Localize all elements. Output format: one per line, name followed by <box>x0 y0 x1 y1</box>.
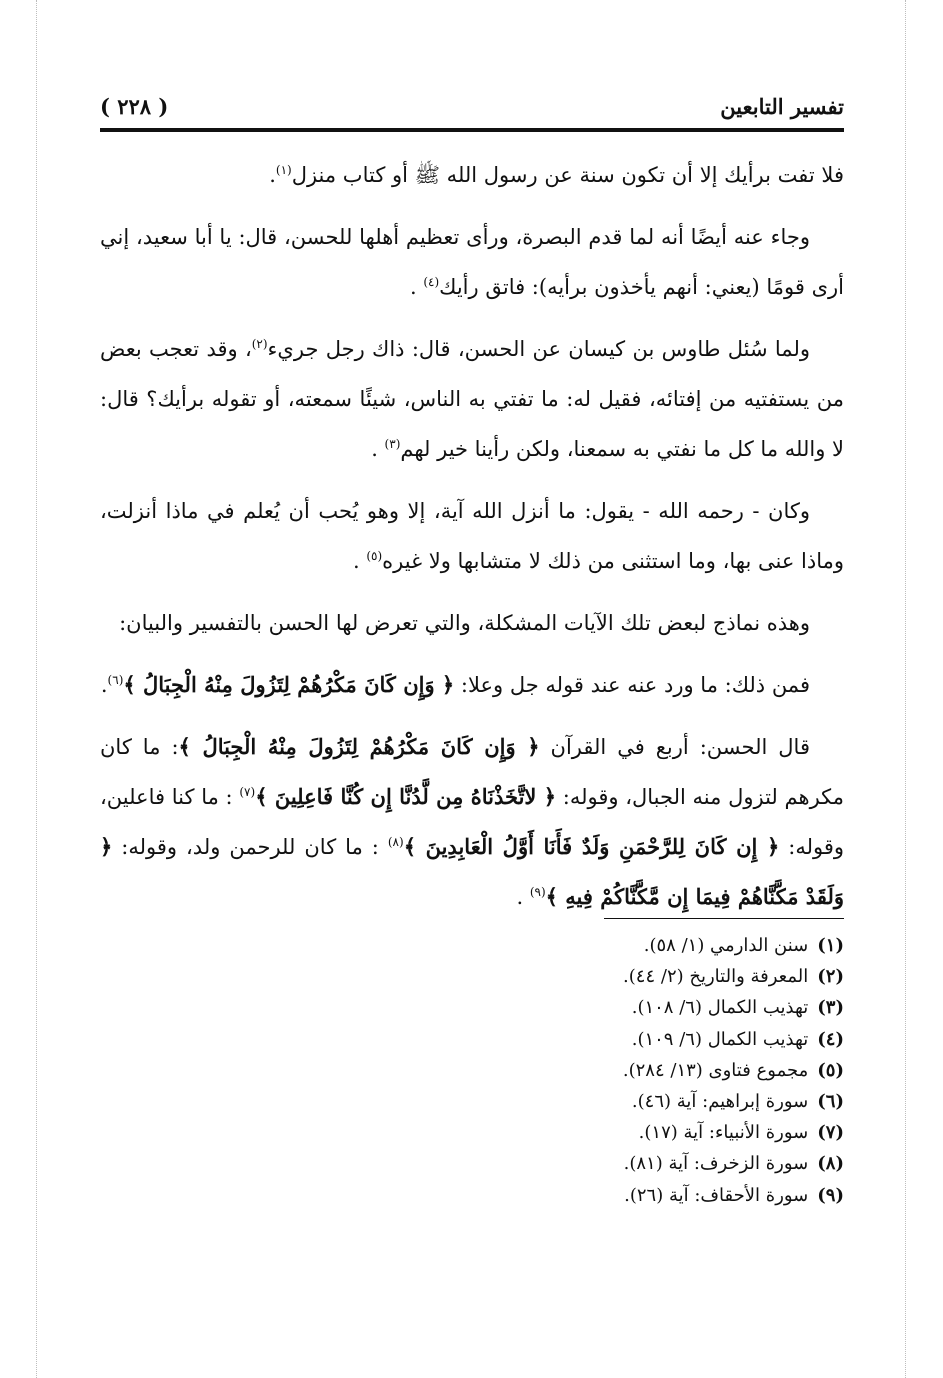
text-run: . <box>371 437 385 461</box>
paragraph <box>100 486 844 586</box>
text-run: : ما كان مكرهم لتزول منه الجبال، وقوله: <box>100 735 845 809</box>
text-run: . <box>409 275 424 299</box>
footnote-number: (٦) <box>817 1091 844 1113</box>
text-run: فمن ذلك: ما ورد عنه عند قوله جل وعلا: <box>454 673 810 697</box>
footnote-item <box>100 961 844 992</box>
paragraph <box>100 150 844 200</box>
page-header <box>100 86 844 126</box>
footnote-ref: (٢) <box>251 337 268 351</box>
page-number: ( ٢٢٨ ) <box>100 94 169 119</box>
page-edge-left <box>36 0 37 1378</box>
footnote-item <box>100 1117 844 1148</box>
text-run: : ما كنا فاعلين، وقوله: <box>100 785 845 859</box>
footnote-number: (٧) <box>817 1122 844 1144</box>
page-edge-right <box>905 0 906 1378</box>
footnote-ref: (٤) <box>423 275 440 289</box>
footnote-item <box>100 930 844 961</box>
footnote-ref: (٣) <box>384 437 401 451</box>
footnote-ref: (٩) <box>529 885 546 899</box>
footnote-number: (٨) <box>817 1153 844 1175</box>
footnote-text: سورة إبراهيم: آية (٤٦). <box>631 1091 809 1113</box>
footnote-text: سورة الزخرف: آية (٨١). <box>623 1153 809 1175</box>
footnote-item <box>100 1055 844 1086</box>
quran-verse: ﴿ لاتَّخَذْنَاهُ مِن لَّدُنَّا إِن كُنَّا فَاعِلِينَ ﴾ <box>255 784 557 809</box>
footnote-text: مجموع فتاوى (١٣/ ٢٨٤). <box>622 1059 809 1081</box>
footnote-ref: (٧) <box>239 785 256 799</box>
quran-verse: ﴿ وَلَقَدْ مَكَّنَّاهُمْ فِيمَا إِن مَّكَّنَّاكُمْ فِيهِ ﴾ <box>100 834 844 909</box>
footnote-number: (٤) <box>817 1028 844 1050</box>
footnotes <box>100 930 844 1211</box>
paragraph <box>100 324 844 474</box>
footnote-ref: (٥) <box>366 549 383 563</box>
footnote-text: تهذيب الكمال (٦/ ١٠٩). <box>631 1028 809 1050</box>
text-run: وجاء عنه أيضًا أنه لما قدم البصرة، ورأى تعظيم أهلها للحسن، قال: يا أبا سعيد، إني أرى قومًا (يعني: أنهم يأخذون برأيه): فاتق رأيك <box>100 225 844 299</box>
footnote-item <box>100 1024 844 1055</box>
text-run: . <box>516 885 530 909</box>
footnote-number: (١) <box>817 935 844 956</box>
text-run: ، وقد تعجب بعض من يستفتيه من إفتائه، فقيل له: ما تفتي به الناس، شيئًا سمعته، أو تقوله برأيك؟ قال: لا والله ما كل ما نفتي به سمعنا، ولكن رأينا خير لهم <box>100 337 844 461</box>
footnote-item <box>100 1086 844 1117</box>
footnote-item <box>100 992 844 1023</box>
footnote-number: (٥) <box>817 1059 844 1081</box>
header-rule <box>100 128 844 132</box>
footnote-item <box>100 1148 844 1179</box>
footnote-number: (٢) <box>817 966 844 988</box>
paragraph <box>100 598 844 648</box>
text-run: . <box>100 673 108 697</box>
paragraph <box>100 212 844 312</box>
footnote-ref: (٨) <box>387 835 404 849</box>
footnote-ref: (٦) <box>107 673 124 687</box>
footnote-text: المعرفة والتاريخ (٢/ ٤٤). <box>623 966 809 988</box>
text-run: قال الحسن: أربع في القرآن <box>539 735 810 759</box>
text-run: وكان - رحمه الله - يقول: ما أنزل الله آية، إلا وهو يُحب أن يُعلم في ماذا أنزلت، وماذا عنى بها، وما استثنى من ذلك لا متشابها ولا غيره <box>100 499 844 573</box>
text-run: : ما كان للرحمن ولد، وقوله: <box>112 835 388 859</box>
footnote-number: (٩) <box>817 1184 844 1206</box>
text-run: . <box>269 163 276 187</box>
footnote-ref: (١) <box>275 163 292 177</box>
footnote-text: سورة الأحقاف: آية (٢٦). <box>624 1184 809 1206</box>
footnote-text: تهذيب الكمال (٦/ ١٠٨). <box>631 997 809 1019</box>
footnote-text: سورة الأنبياء: آية (١٧). <box>638 1122 809 1144</box>
running-title: تفسير التابعين <box>720 94 844 119</box>
footnote-number: (٣) <box>817 997 844 1019</box>
body-text <box>100 150 844 934</box>
paragraph <box>100 660 844 710</box>
text-run: وهذه نماذج لبعض تلك الآيات المشكلة، والتي تعرض لها الحسن بالتفسير والبيان: <box>119 611 810 635</box>
quran-verse: ﴿ وَإِن كَانَ مَكْرُهُمْ لِتَزُولَ مِنْهُ الْجِبَالُ ﴾ <box>178 734 540 759</box>
text-run: ولما سُئل طاوس بن كيسان عن الحسن، قال: ذاك رجل جريء <box>267 337 810 361</box>
text-run: فلا تفت برأيك إلا أن تكون سنة عن رسول الله ﷺ أو كتاب منزل <box>291 163 844 187</box>
footnote-text: سنن الدارمي (١/ ٥٨). <box>643 935 809 956</box>
footnote-item <box>100 1180 844 1211</box>
text-run: . <box>352 549 367 573</box>
quran-verse: ﴿ إِن كَانَ لِلرَّحْمَنِ وَلَدٌ فَأَنَا أَوَّلُ الْعَابِدِينَ ﴾ <box>403 834 780 859</box>
quran-verse: ﴿ وَإِن كَانَ مَكْرُهُمْ لِتَزُولَ مِنْهُ الْجِبَالُ ﴾ <box>123 672 455 697</box>
paragraph <box>100 722 844 922</box>
footnote-separator <box>604 918 844 919</box>
